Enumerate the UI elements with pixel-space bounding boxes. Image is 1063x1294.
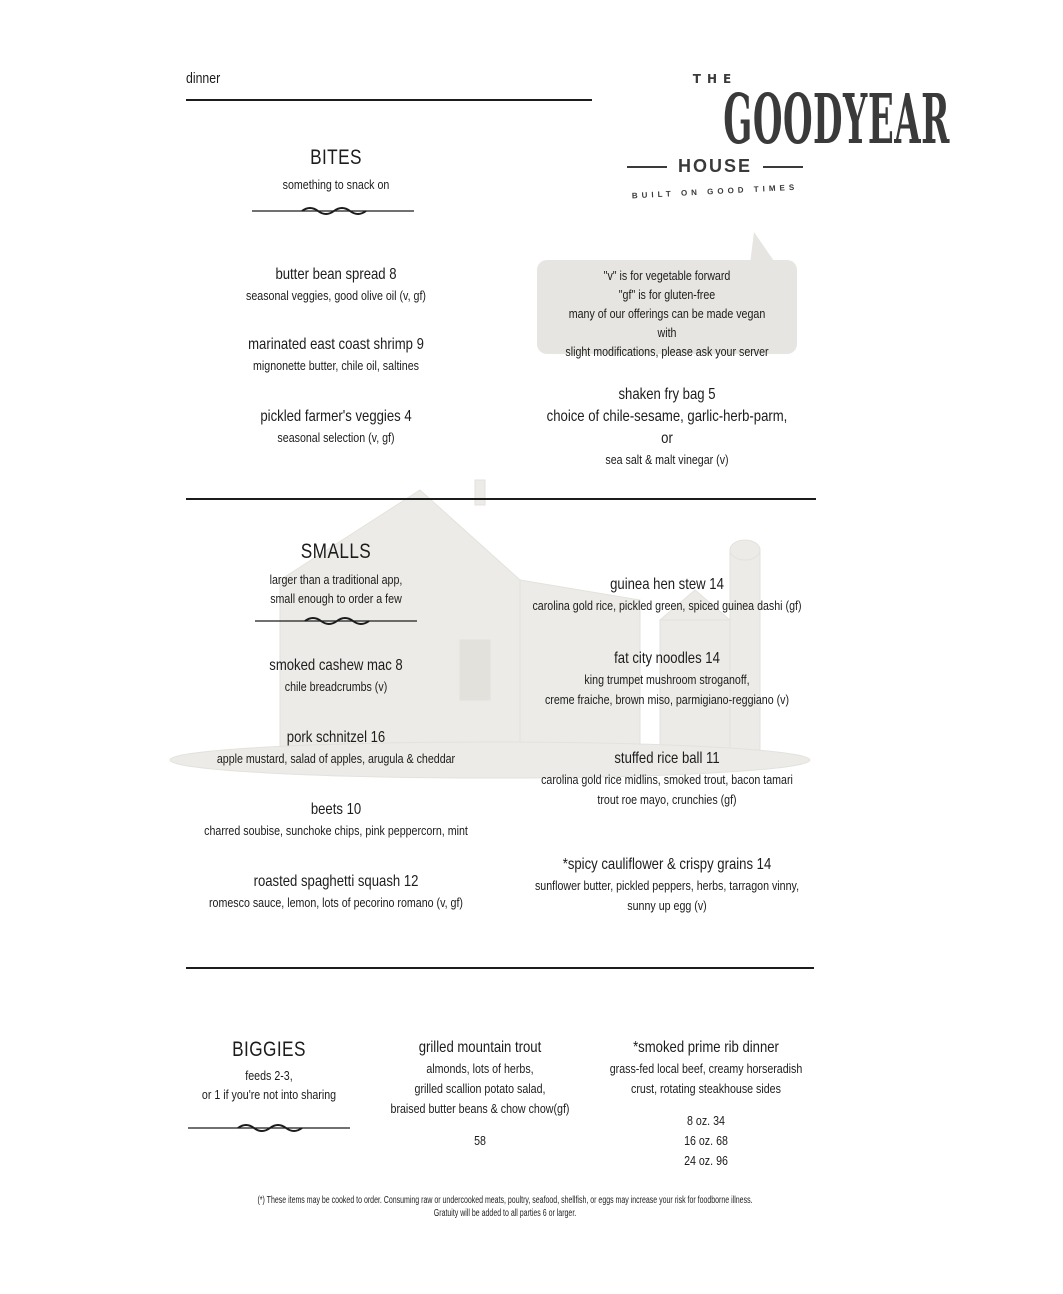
menu-item <box>350 1037 610 1151</box>
smalls-title: SMALLS <box>300 540 372 563</box>
section-divider <box>186 967 814 969</box>
item-desc: creme fraiche, brown miso, parmigiano-reggiano (v) <box>544 692 790 707</box>
logo-name: GOODYEAR <box>723 80 950 160</box>
ornament-divider <box>252 205 414 217</box>
footer-disclaimer <box>130 1194 880 1220</box>
menu-item <box>166 727 506 769</box>
item-name: marinated east coast shrimp 9 <box>248 336 424 353</box>
item-desc: apple mustard, salad of apples, arugula & cheddar <box>216 751 456 766</box>
item-desc: charred soubise, sunchoke chips, pink peppercorn, mint <box>204 823 468 838</box>
item-desc: sunny up egg (v) <box>627 898 707 913</box>
note-line: "v" is for vegetable forward <box>603 268 731 283</box>
item-price: 24 oz. 96 <box>684 1153 728 1168</box>
logo-the: THE <box>692 72 738 86</box>
item-name: grilled mountain trout <box>418 1039 542 1056</box>
item-name: fat city noodles 14 <box>614 650 720 667</box>
item-desc: carolina gold rice midlins, smoked trout, bacon tamari <box>541 772 793 787</box>
menu-label: dinner <box>186 70 221 87</box>
item-desc: sea salt & malt vinegar (v) <box>605 452 729 467</box>
menu-item <box>186 264 486 306</box>
note-line: "gf" is for gluten-free <box>618 287 716 302</box>
item-name: beets 10 <box>310 801 362 818</box>
item-desc: crust, rotating steakhouse sides <box>631 1081 781 1096</box>
section-divider <box>186 498 816 500</box>
item-desc: trout roe mayo, crunchies (gf) <box>597 792 737 807</box>
item-name: pork schnitzel 16 <box>286 729 386 746</box>
note-line: many of our offerings can be made vegan with <box>568 306 766 340</box>
menu-item <box>186 406 486 448</box>
menu-item <box>497 648 837 710</box>
item-name: butter bean spread 8 <box>275 266 397 283</box>
item-name: shaken fry bag 5 <box>618 386 716 403</box>
ornament-divider <box>255 615 417 627</box>
item-price: 8 oz. 34 <box>687 1113 725 1128</box>
menu-item <box>166 655 506 697</box>
item-desc: seasonal veggies, good olive oil (v, gf) <box>246 288 426 303</box>
note-line: slight modifications, please ask your server <box>565 344 769 359</box>
item-desc: mignonette butter, chile oil, saltines <box>253 358 419 373</box>
item-desc: almonds, lots of herbs, <box>426 1061 534 1076</box>
goodyear-house-logo <box>610 72 950 222</box>
item-name: *smoked prime rib dinner <box>633 1039 779 1056</box>
item-name: stuffed rice ball 11 <box>614 750 720 767</box>
dietary-note <box>537 260 797 359</box>
menu-item <box>512 384 822 470</box>
ornament-divider <box>188 1122 350 1134</box>
item-desc: braised butter beans & chow chow(gf) <box>390 1101 570 1116</box>
item-desc: chile breadcrumbs (v) <box>284 679 388 694</box>
logo-tagline: BUILT ON GOOD TIMES <box>631 182 799 201</box>
footer-line: Gratuity will be added to all parties 6 or larger. <box>433 1208 577 1219</box>
item-name: roasted spaghetti squash 12 <box>253 873 419 890</box>
item-desc: sunflower butter, pickled peppers, herbs, tarragon vinny, <box>534 878 800 893</box>
item-price: 58 <box>474 1133 486 1148</box>
item-price: 16 oz. 68 <box>684 1133 728 1148</box>
menu-item <box>166 799 506 841</box>
item-name: pickled farmer's veggies 4 <box>260 408 412 425</box>
biggies-subtitle: feeds 2-3, or 1 if you're not into sharing <box>201 1068 337 1102</box>
bites-subtitle: something to snack on <box>282 177 390 192</box>
menu-item <box>497 748 837 810</box>
logo-house: HOUSE <box>677 156 752 176</box>
biggies-title: BIGGIES <box>232 1038 306 1061</box>
item-name: *spicy cauliflower & crispy grains 14 <box>562 856 772 873</box>
menu-item <box>497 574 837 616</box>
item-desc: romesco sauce, lemon, lots of pecorino romano (v, gf) <box>209 895 463 910</box>
menu-item <box>576 1037 836 1171</box>
item-desc: grass-fed local beef, creamy horseradish <box>609 1061 803 1076</box>
item-desc: seasonal selection (v, gf) <box>277 430 395 445</box>
smalls-subtitle: larger than a traditional app, small enough to order a few <box>269 572 403 606</box>
item-desc: carolina gold rice, pickled green, spiced guinea dashi (gf) <box>532 598 802 613</box>
bites-title: BITES <box>310 146 362 169</box>
item-name-line2: choice of chile-sesame, garlic-herb-parm, or <box>546 408 788 447</box>
footer-line: (*) These items may be cooked to order. Consuming raw or undercooked meats, poultry, seafood, shellfish, or eggs may increase your risk for foodborne illness. <box>257 1195 753 1206</box>
menu-item <box>186 334 486 376</box>
header-rule <box>186 99 592 101</box>
item-desc: king trumpet mushroom stroganoff, <box>584 672 750 687</box>
item-desc: grilled scallion potato salad, <box>414 1081 546 1096</box>
menu-item <box>156 871 516 913</box>
menu-item <box>497 854 837 916</box>
item-name: smoked cashew mac 8 <box>269 657 403 674</box>
item-name: guinea hen stew 14 <box>610 576 724 593</box>
